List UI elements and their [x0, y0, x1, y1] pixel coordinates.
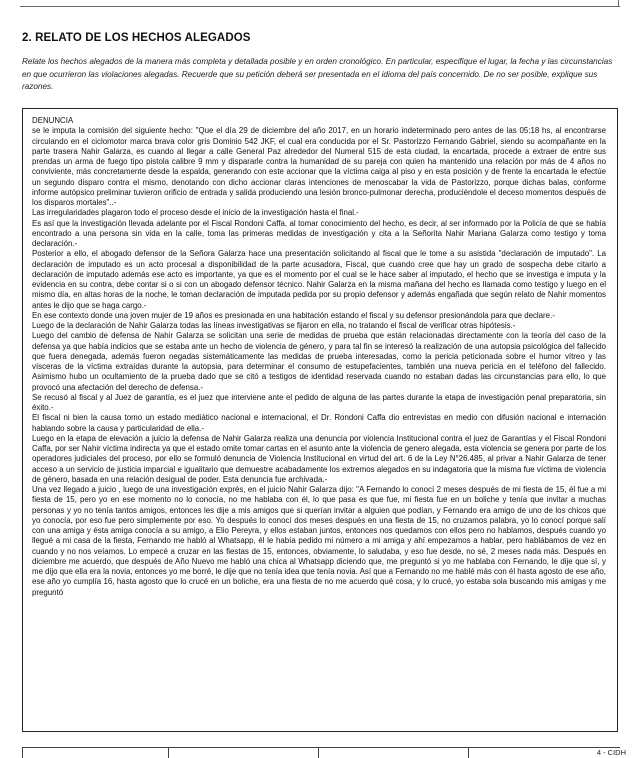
- section-instructions: Relate los hechos alegados de la manera más completa y detallada posible y en orden cronológico. En particular, especifique el lugar, la fecha y las circunstancias en que ocurrieron las violaciones alegadas. Recuerde que su petición deberá ser presentada en el idioma del país concernido. De no ser posible, explique sus razones.: [22, 57, 613, 91]
- narrative-paragraph: Luego en la etapa de elevación a juicio la defensa de Nahir Galarza realiza una denuncia por violencia Institucional contra el juez de Garantías y el Fiscal Rondoni Caffa, por ser Nahir víctima indirecta ya que el estado omite tomar cartas en el asunto ante la violencia de genero alegada, esta violencia se genera por parte de los operadores judiciales del proceso, por ello se formuló denuncia de Violencia Institucional en virtud del art. 6 de la Ley N°26.485, al privar a Nahir Galarza de tener acceso a un servicio de justicia imparcial e igualitario que demuestre acabadamente los extremos alegados en su indagatoria que la misma fue víctima de violencia de género, basada en una relación desigual de poder. Esta denuncia fue archivada.-: [32, 433, 607, 484]
- narrative-box: [22, 108, 618, 732]
- top-corner-tick: [618, 0, 619, 7]
- footer-tick: [468, 747, 469, 758]
- top-rule: [20, 6, 620, 7]
- narrative-text: [32, 116, 606, 598]
- narrative-paragraph: Las irregularidades plagaron todo el proceso desde el inicio de la investigación hasta el final.-: [32, 208, 359, 218]
- footer-tick-left: [22, 747, 23, 758]
- page-footer-label: 4 - CIDH: [596, 748, 626, 757]
- footer-rule: [22, 747, 620, 748]
- section-title: 2. RELATO DE LOS HECHOS ALEGADOS: [22, 32, 251, 44]
- narrative-heading: DENUNCIA: [32, 116, 74, 125]
- narrative-paragraph: se le imputa la comisión del siguiente hecho: "Que el día 29 de diciembre del año 2017, en un horario indeterminado pero antes de las 05:18 hs, al encontrarse circulando en el ciclomotor marca brava color gris Dominio 542 JKF, el cual era conducida por el Sr. Pastorizzo Fernando Gabriel, siendo su acompañante en la parte trasera Nahir Galarza, es cuando al llegar a calle General Paz alrededor del Numeral 515 de esta ciudad, la encartada, procede a extraer de entre sus prendas un arma de fuego tipo pistola calibre 9 mm y dispararle contra la humanidad de su pareja con quien ha mantenido una relación por más de 4 años no conviviente, más concretamente desde la espalda, generando con este accionar que la víctima caiga al piso y en esta posición y de frente la encartada le efectúe un segundo disparo contra el mismo, denotando con dicho accionar claras intenciones de menoscabar la vida de Pastorizzo, porque dichas balas, conforme informe autópsico preliminar tuvieron orificio de entrada y salida produciendo una lesión bronco-pulmonar derecha, produciéndole el deceso momentos después de los disparos mortales"..-: [32, 126, 606, 207]
- narrative-paragraph: Luego del cambio de defensa de Nahir Galarza se solicitan una serie de medidas de prueba que están relacionadas directamente con la teoría del caso de la defensa ya que había indicios que se estaba ante un hecho de violencia de género, y para tal fin se interesó la realización de una autopsia psicológica del fallecido que fuera denegada, además fueron negadas sistemáticamente las medidas de prueba interesadas, como la pericia peticionada sobre el humor vítreo y las vísceras de la víctima extraídas durante la autopsia, para determinar el consumo de estupefacientes, también una nueva pericia en el teléfono del fallecido. Asimismo hubo un ocultamiento de la prueba dado que se citó a testigos de identidad reservada cuando no estaban dadas las circunstancias para ello, lo que provocó una afectación del derecho de defensa.-: [32, 331, 606, 392]
- footer-tick: [318, 747, 319, 758]
- narrative-paragraph: Se recusó al fiscal y al Juez de garantía, es el juez que interviene ante el pedido de alguna de las partes durante la etapa de investigación penal preparatoria, sin éxito.-: [32, 392, 606, 412]
- narrative-paragraph: Posterior a ello, el abogado defensor de la Señora Galarza hace una presentación solicitando al fiscal que le tome a su asistida "declaración de imputado". La declaración de imputado es un acto procesal a disponibilidad de la parte acusadora, Fiscal, que cuando cree que hay un grado de sospecha debe citarlo a declaración de imputado además ese acto es importante, ya que es el momento por el cual se le hace saber al imputado, el hecho que se investiga e imputa y la evidencia en su contra, debe contar si o si con un abogado defensor técnico. Nahir Galarza en la misma mañana del hecho es llamada como testigo y luego en el mismo día, en altas horas de la noche, le toman declaración de imputada pedida por su propio defensor y además engañada que según relato de Nahir momentos antes le dijo que se haga cargo.-: [32, 249, 606, 310]
- narrative-paragraph: Una vez llegado a juicio , luego de una investigación exprés, en el juicio Nahir Galarza dijo: "A Fernando lo conocí 2 meses después de mi fiesta de 15, él fue a mi fiesta de 15, pero yo en ese momento no lo conocía, no me hablaba con él, lo que pasa es que fue, mi fiesta fue en un boliche y tenía que invitar a muchas personas y yo no tenía tantos amigos, entonces les dije a mis amigos que si querían invitar a alguien que podían, y Fernando era amigo de uno de los chicos que yo conocía, por eso fue pero simplemente por eso. Yo después lo conocí dos meses después en una fiesta de 15, no cruzamos palabra, yo lo conocí porque salí con una amiga y ésta amiga conocía a su amigo, a Elio Pereyra, y ellos estaban juntos, entonces nos quedamos con ellos pero no hablamos, después cuando yo llegué a mi casa de la fiesta, Fernando me habló al Whatsapp, él le había pedido mi número a mi amiga y ahí empezamos a hablar, pero hablábamos de vez en cuando y no nos veíamos. Lo empecé a cruzar en las fiestas de 15, entonces, obviamente, lo saludaba, y eso fue desde, no sé, 2 meses nada más. Después en diciembre me acuerdo, que después de Año Nuevo me habló una chica al Whatsapp diciendo que, me preguntó si yo me hablaba con Fernando, le dije que sí, y me dijo que ella era la novia, entonces yo me borré, le dije que no tenía idea que tenía novia. Así que a Fernando no me hablé más con él hasta agosto de ese año, ese año yo cumplía 16, hasta agosto que lo crucé en un boliche, era una fiesta de no me acuerdo qué cosa, y lo crucé, yo estaba sola buscando mis amigas y me preguntó: [32, 485, 606, 597]
- narrative-paragraph: Luego de la declaración de Nahir Galarza todas las líneas investigativas se fijaron en ella, no tratando el fiscal de verificar otras hipótesis.-: [32, 321, 516, 330]
- narrative-paragraph: En ese contexto donde una joven mujer de 19 años es presionada en una habitación estando el fiscal y su defensor presionándola para que declare.-: [32, 310, 555, 320]
- footer-tick: [168, 747, 169, 758]
- narrative-paragraph: Es así que la investigación llevada adelante por el Fiscal Rondoni Caffa, al tomar conocimiento del hecho, es decir, al ser informado por la Policía de que se había encontrado a una persona sin vida en la calle, toma las primeras medidas de investigación y cita a la Señorita Nahir Mariana Galarza como testigo y toma declaración.-: [32, 218, 606, 248]
- narrative-paragraph: El fiscal ni bien la causa tomo un estado mediático nacional e internacional, el Dr. Rondoni Caffa dio entrevistas en medio con difusión nacional e internación hablando sobre la causa y particularidad de ella.-: [32, 413, 606, 433]
